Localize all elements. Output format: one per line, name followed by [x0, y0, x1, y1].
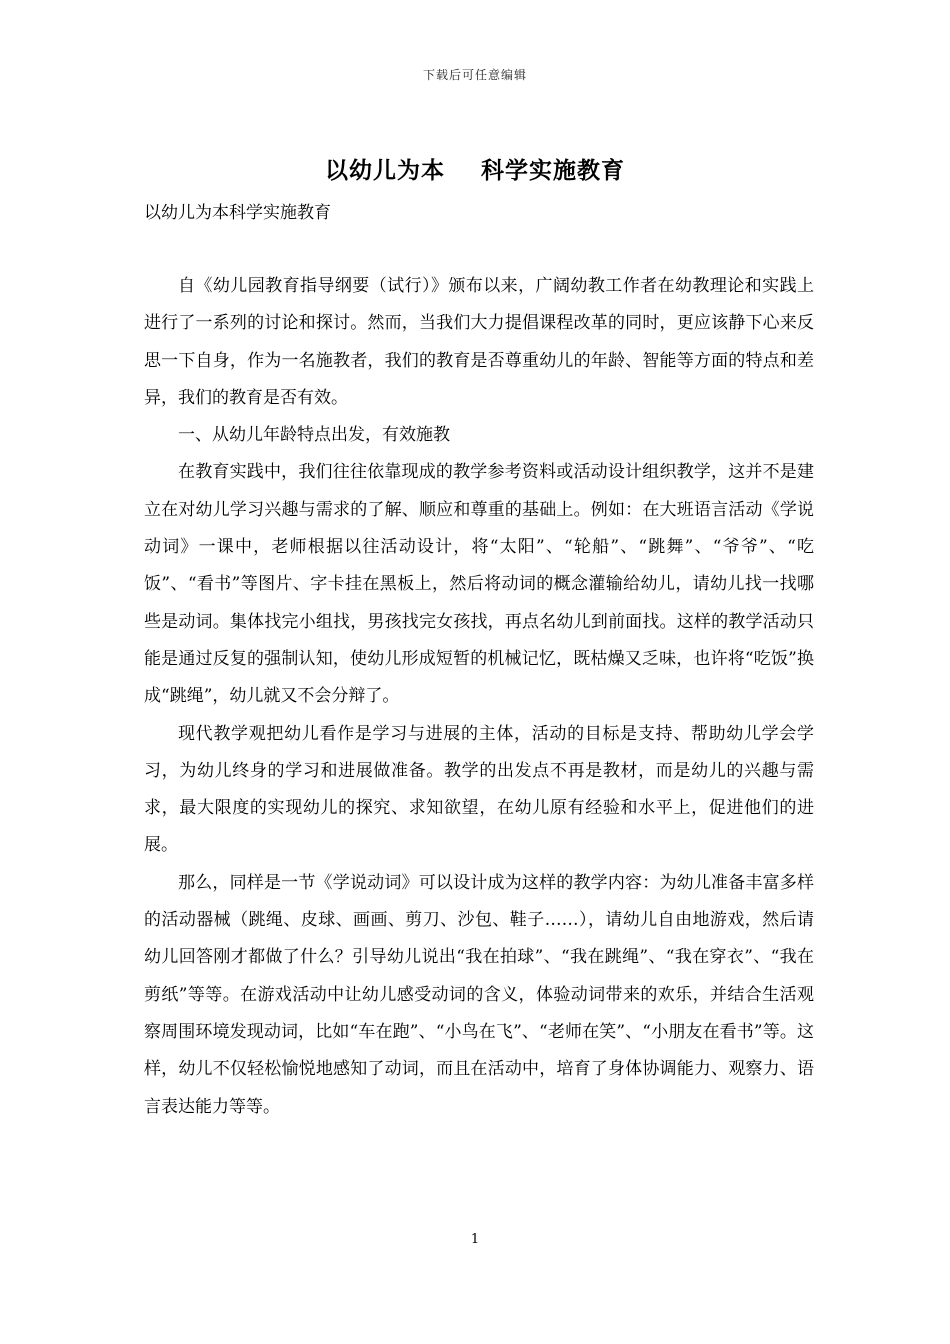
document-subtitle: 以幼儿为本科学实施教育: [144, 203, 331, 223]
document-title: 以幼儿为本 科学实施教育: [324, 157, 626, 184]
paragraph-modern-view: 现代教学观把幼儿看作是学习与进展的主体，活动的目标是支持、帮助幼儿学会学习，为幼儿终身的学习和进展做准备。教学的出发点不再是教材，而是幼儿的兴趣与需求，最大限度的实现幼儿的探究、求知欲望，在幼儿原有经验和水平上，促进他们的进展。: [144, 723, 814, 856]
page-header: 下载后可任意编辑: [422, 68, 527, 82]
paragraph-example: 在教育实践中，我们往往依靠现成的教学参考资料或活动设计组织教学，这并不是建立在对幼儿学习兴趣与需求的了解、顺应和尊重的基础上。例如：在大班语言活动《学说动词》一课中，老师根据以往活动设计，将“太阳”、“轮船”、“跳舞”、“爷爷”、“吃饭”、“看书”等图片、字卡挂在黑板上，然后将动词的概念灌输给幼儿，请幼儿找一找哪些是动词。集体找完小组找，男孩找完女孩找，再点名幼儿到前面找。这样的教学活动只能是通过反复的强制认知，使幼儿形成短暂的机械记忆，既枯燥又乏味，也许将“吃饭”换成“跳绳”，幼儿就又不会分辩了。: [144, 462, 814, 707]
paragraph-redesign: 那么，同样是一节《学说动词》可以设计成为这样的教学内容：为幼儿准备丰富多样的活动器械（跳绳、皮球、画画、剪刀、沙包、鞋子……），请幼儿自由地游戏，然后请幼儿回答刚才都做了什么？引导幼儿说出“我在拍球”、“我在跳绳”、“我在穿衣”、“我在剪纸”等等。在游戏活动中让幼儿感受动词的含义，体验动词带来的欢乐，并结合生活观察周围环境发现动词，比如“车在跑”、“小鸟在飞”、“老师在笑”、“小朋友在看书”等。这样，幼儿不仅轻松愉悦地感知了动词，而且在活动中，培育了身体协调能力、观察力、语言表达能力等等。: [144, 872, 814, 1117]
page-number: 1: [470, 1232, 480, 1247]
document-body: [144, 268, 814, 1126]
paragraph-intro: 自《幼儿园教育指导纲要（试行）》颁布以来，广阔幼教工作者在幼教理论和实践上进行了一系列的讨论和探讨。然而，当我们大力提倡课程改革的同时，更应该静下心来反思一下自身，作为一名施教者，我们的教育是否尊重幼儿的年龄、智能等方面的特点和差异，我们的教育是否有效。: [144, 276, 814, 408]
section-heading-1: 一、从幼儿年龄特点出发，有效施教: [178, 425, 450, 446]
